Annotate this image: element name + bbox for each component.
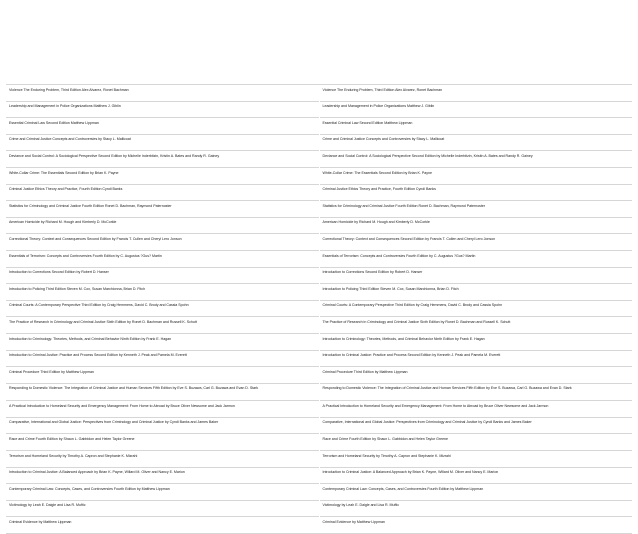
table-row xyxy=(6,217,632,234)
book-cell-right xyxy=(319,367,632,384)
table-row xyxy=(6,434,632,451)
book-title-text: American Homicide by Richard M. Hough and Kimberly D. McCorkle xyxy=(9,220,117,225)
table-row xyxy=(6,367,632,384)
book-title-text: Criminal Courts: A Contemporary Perspective Third Edition by Craig Hemmens, David C. Brody and Cassia Spohn xyxy=(9,303,189,308)
book-title-text: Deviance and Social Control: A Sociological Perspective Second Edition by Michelle Inderbitzin, Kristin A. Bates and Randy R. Gainey xyxy=(9,153,220,158)
book-cell-left xyxy=(6,118,319,135)
book-cell-left xyxy=(6,383,319,401)
table-row xyxy=(6,134,632,151)
book-title-text: Leadership and Management in Police Organizations Matthew J. Giblin xyxy=(9,104,121,109)
table-row xyxy=(6,333,632,350)
book-title-text: Leadership and Management in Police Organizations Matthew J. Giblin xyxy=(322,104,435,109)
book-cell-right xyxy=(319,151,632,168)
book-title-text: Violence The Enduring Problem, Third Edition Alex Alvarez, Ronet Bachman xyxy=(322,87,443,92)
book-title-text: American Homicide by Richard M. Hough and Kimberly D. McCorkle xyxy=(322,220,430,225)
table-row xyxy=(6,184,632,201)
table-row xyxy=(6,85,632,102)
book-title-text: Terrorism and Homeland Security by Timothy A. Capron and Stephanie K. Mizrahi xyxy=(322,453,451,458)
book-cell-right xyxy=(319,134,632,151)
table-row xyxy=(6,350,632,367)
book-title-text: Introduction to Criminology: Theories, Methods, and Criminal Behavior Ninth Edition by Frank E. Hagan xyxy=(322,336,485,341)
book-title-text: Contemporary Criminal Law: Concepts, Cases, and Controversies Fourth Edition by Matthew Lippman xyxy=(9,486,170,491)
table-row xyxy=(6,201,632,218)
book-cell-right xyxy=(319,234,632,251)
book-title-text: Introduction to Policing Third Edition Steven M. Cox, Susan Marchionna, Brian D. Fitch xyxy=(322,286,459,291)
table-row xyxy=(6,451,632,468)
book-cell-right xyxy=(319,250,632,267)
book-title-text: Violence The Enduring Problem, Third Edition Alex Alvarez, Ronet Bachman xyxy=(9,87,129,92)
book-cell-left xyxy=(6,467,319,484)
table-row xyxy=(6,234,632,251)
book-title-text: Criminal Evidence by Matthew Lippman xyxy=(9,520,72,525)
book-cell-left xyxy=(6,484,319,501)
document-page xyxy=(0,84,638,534)
book-cell-right xyxy=(319,401,632,418)
book-title-text: Introduction to Criminal Justice: A Balanced Approach by Brian K. Payne, Willard M. Oliver and Nancy E. Marion xyxy=(9,470,185,475)
book-title-text: The Practice of Research in Criminology and Criminal Justice Sixth Edition by Ronet D. Bachman and Russell K. Schutt xyxy=(9,319,197,324)
book-title-text: Introduction to Criminal Justice: Practice and Process Second Edition by Kenneth J. Peak and Pamela M. Everett xyxy=(322,353,501,358)
book-title-text: Statistics for Criminology and Criminal Justice Fourth Edition Ronet D. Bachman, Raymond Paternoster xyxy=(322,203,486,208)
book-cell-left xyxy=(6,167,319,184)
book-title-text: Terrorism and Homeland Security by Timothy A. Capron and Stephanie K. Mizrahi xyxy=(9,453,138,458)
book-title-text: Race and Crime Fourth Edition by Shaun L. Gabbidon and Helen Taylor Greene xyxy=(322,437,449,442)
book-cell-right xyxy=(319,417,632,434)
book-title-text: Victimology by Leah E. Daigle and Lisa R. Muftic xyxy=(322,503,399,508)
book-title-text: Responding to Domestic Violence: The Integration of Criminal Justice and Human Services Fifth Edition by Eve S. Buzawa, Carl G. Buzawa and Evan D. Stark xyxy=(322,386,572,391)
book-cell-left xyxy=(6,101,319,118)
book-cell-right xyxy=(319,317,632,334)
book-cell-left xyxy=(6,134,319,151)
table-row xyxy=(6,417,632,434)
table-row xyxy=(6,101,632,118)
book-cell-right xyxy=(319,333,632,350)
book-cell-right xyxy=(319,383,632,401)
book-cell-left xyxy=(6,517,319,534)
book-cell-left xyxy=(6,367,319,384)
book-title-text: Race and Crime Fourth Edition by Shaun L. Gabbidon and Helen Taylor Greene xyxy=(9,437,135,442)
table-row xyxy=(6,267,632,284)
table-row xyxy=(6,284,632,301)
book-cell-right xyxy=(319,500,632,517)
book-cell-right xyxy=(319,284,632,301)
book-cell-right xyxy=(319,201,632,218)
book-cell-left xyxy=(6,350,319,367)
book-cell-right xyxy=(319,484,632,501)
book-title-text: Criminal Justice Ethics Theory and Practice, Fourth Edition Cyndi Banks xyxy=(9,187,123,192)
book-title-text: Comparative, International and Global Justice: Perspectives from Criminology and Criminal Justice by Cyndi Banks and James Baker xyxy=(9,420,219,425)
book-title-text: Introduction to Criminology: Theories, Methods, and Criminal Behavior Ninth Edition by Frank E. Hagan xyxy=(9,336,172,341)
book-title-text: A Practical Introduction to Homeland Security and Emergency Management: From Home to Abroad by Bruce Oliver Newsome and Jack Jarmon xyxy=(322,403,549,408)
book-title-text: Victimology by Leah E. Daigle and Lisa R. Muftic xyxy=(9,503,86,508)
book-cell-left xyxy=(6,434,319,451)
book-title-text: Correctional Theory: Context and Consequences Second Edition by Francis T. Cullen and Cheryl Lero Jonson xyxy=(322,236,496,241)
book-cell-left xyxy=(6,184,319,201)
book-cell-left xyxy=(6,451,319,468)
book-cell-left xyxy=(6,417,319,434)
book-cell-left xyxy=(6,250,319,267)
book-title-text: The Practice of Research in Criminology and Criminal Justice Sixth Edition by Ronet D. Bachman and Russell K. Schutt xyxy=(322,319,511,324)
table-row xyxy=(6,467,632,484)
book-cell-right xyxy=(319,434,632,451)
book-title-text: Introduction to Corrections Second Edition by Robert D. Hanser xyxy=(9,270,109,275)
book-cell-left xyxy=(6,333,319,350)
book-cell-right xyxy=(319,85,632,102)
book-title-text: Criminal Justice Ethics Theory and Practice, Fourth Edition Cyndi Banks xyxy=(322,187,436,192)
book-title-text: Comparative, International and Global Justice: Perspectives from Criminology and Criminal Justice by Cyndi Banks and James Baker xyxy=(322,420,532,425)
book-title-text: A Practical Introduction to Homeland Security and Emergency Management: From Home to Abroad by Bruce Oliver Newsome and Jack Jarmon xyxy=(9,403,235,408)
book-cell-right xyxy=(319,267,632,284)
book-cell-right xyxy=(319,167,632,184)
book-title-text: Essential Criminal Law Second Edition Matthew Lippman xyxy=(322,120,413,125)
book-cell-left xyxy=(6,500,319,517)
book-cell-left xyxy=(6,85,319,102)
table-row xyxy=(6,300,632,317)
book-title-text: Introduction to Policing Third Edition Steven M. Cox, Susan Marchionna, Brian D. Fitch xyxy=(9,286,146,291)
table-row xyxy=(6,118,632,135)
book-cell-left xyxy=(6,284,319,301)
book-cell-right xyxy=(319,184,632,201)
book-title-text: Introduction to Criminal Justice: A Balanced Approach by Brian K. Payne, Willard M. Oliver and Nancy E. Marion xyxy=(322,470,499,475)
book-list-body xyxy=(6,85,632,534)
book-cell-left xyxy=(6,151,319,168)
table-row xyxy=(6,151,632,168)
book-cell-right xyxy=(319,300,632,317)
table-row xyxy=(6,383,632,401)
book-title-text: Essentials of Terrorism: Concepts and Controversies Fourth Edition by C. Augustus ?Gus? Martin xyxy=(322,253,476,258)
table-row xyxy=(6,250,632,267)
book-title-text: Crime and Criminal Justice Concepts and Controversies by Stacy L. Mallicoat xyxy=(9,137,131,142)
book-title-text: Criminal Evidence by Matthew Lippman xyxy=(322,520,385,525)
book-cell-right xyxy=(319,350,632,367)
book-title-text: Essentials of Terrorism: Concepts and Controversies Fourth Edition by C. Augustus ?Gus? Martin xyxy=(9,253,162,258)
book-cell-right xyxy=(319,101,632,118)
table-row xyxy=(6,484,632,501)
book-title-text: Correctional Theory: Context and Consequences Second Edition by Francis T. Cullen and Cheryl Lero Jonson xyxy=(9,236,182,241)
book-cell-right xyxy=(319,451,632,468)
book-list-table xyxy=(6,84,632,534)
table-row xyxy=(6,317,632,334)
book-cell-right xyxy=(319,118,632,135)
book-cell-right xyxy=(319,217,632,234)
book-title-text: Deviance and Social Control: A Sociological Perspective Second Edition by Michelle Inderbitzin, Kristin A. Bates and Randy R. Gainey xyxy=(322,153,533,158)
book-title-text: Crime and Criminal Justice Concepts and Controversies by Stacy L. Mallicoat xyxy=(322,137,445,142)
book-cell-right xyxy=(319,517,632,534)
book-title-text: Criminal Courts: A Contemporary Perspective Third Edition by Craig Hemmens, David C. Brody and Cassia Spohn xyxy=(322,303,503,308)
book-title-text: White-Collar Crime: The Essentials Second Edition by Brian K. Payne xyxy=(9,170,119,175)
book-title-text: Responding to Domestic Violence: The Integration of Criminal Justice and Human Services Fifth Edition by Eve S. Buzawa, Carl G. Buzawa and Evan D. Stark xyxy=(9,386,259,391)
book-title-text: Introduction to Corrections Second Edition by Robert D. Hanser xyxy=(322,270,423,275)
book-title-text: Contemporary Criminal Law: Concepts, Cases, and Controversies Fourth Edition by Matthew Lippman xyxy=(322,486,484,491)
book-cell-left xyxy=(6,267,319,284)
table-row xyxy=(6,167,632,184)
book-cell-left xyxy=(6,234,319,251)
book-title-text: Introduction to Criminal Justice: Practice and Process Second Edition by Kenneth J. Peak and Pamela M. Everett xyxy=(9,353,187,358)
book-cell-left xyxy=(6,217,319,234)
table-row xyxy=(6,401,632,418)
table-row xyxy=(6,500,632,517)
book-cell-left xyxy=(6,317,319,334)
book-cell-left xyxy=(6,201,319,218)
table-row xyxy=(6,517,632,534)
book-cell-left xyxy=(6,300,319,317)
book-title-text: Criminal Procedure Third Edition by Matthew Lippman xyxy=(9,369,95,374)
book-cell-right xyxy=(319,467,632,484)
book-title-text: Criminal Procedure Third Edition by Matthew Lippman xyxy=(322,369,408,374)
book-title-text: Essential Criminal Law Second Edition Matthew Lippman xyxy=(9,120,99,125)
book-title-text: Statistics for Criminology and Criminal Justice Fourth Edition Ronet D. Bachman, Raymond Paternoster xyxy=(9,203,172,208)
book-cell-left xyxy=(6,401,319,418)
book-title-text: White-Collar Crime: The Essentials Second Edition by Brian K. Payne xyxy=(322,170,432,175)
